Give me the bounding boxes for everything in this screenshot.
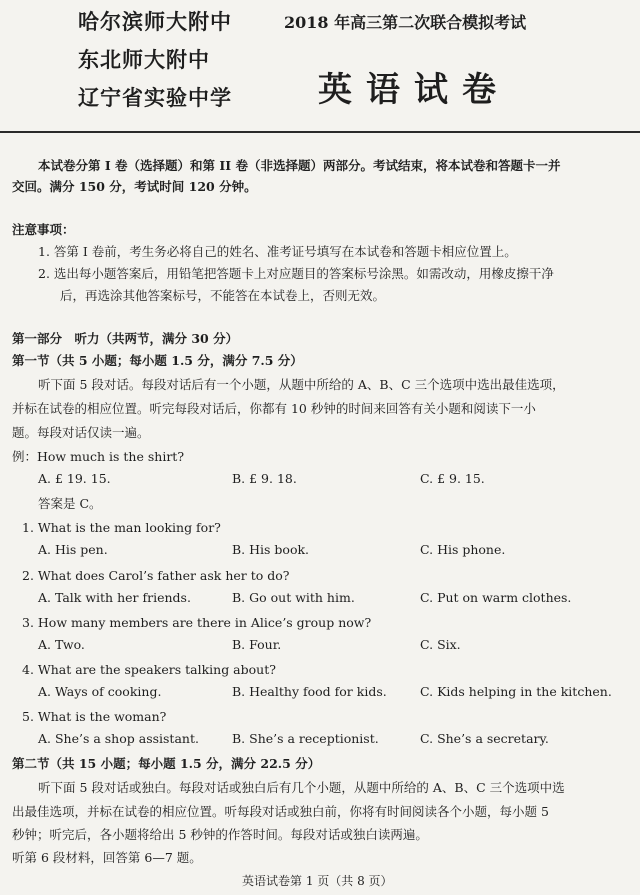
- example-option-b: B. £ 9. 18.: [232, 471, 297, 486]
- section-1-instruction-line-1: 听下面 5 段对话。每段对话后有一个小题，从题中所给的 A、B、C 三个选项中选出最佳选项，: [38, 377, 565, 392]
- question-1-option-c: C. His phone.: [420, 542, 506, 557]
- question-4-option-a: A. Ways of cooking.: [38, 684, 162, 699]
- question-1-option-b: B. His book.: [232, 542, 310, 557]
- intro-line-2: 交回。满分 150 分，考试时间 120 分钟。: [12, 179, 257, 194]
- note-item-2-line-2: 后，再选涂其他答案标号，不能答在本试卷上，否则无效。: [60, 288, 386, 303]
- question-2: 2. What does Carol’s father ask her to do?: [22, 568, 290, 583]
- section-2-material-note: 听第 6 段材料，回答第 6—7 题。: [12, 850, 202, 865]
- notes-heading: 注意事项：: [12, 222, 75, 237]
- question-4-option-c: C. Kids helping in the kitchen.: [420, 684, 612, 699]
- question-5-option-a: A. She’s a shop assistant.: [38, 731, 199, 746]
- school-name-3: 辽宁省实验中学: [78, 85, 232, 110]
- section-2-instruction-line-3: 秒钟；听完后，各小题将给出 5 秒钟的作答时间。每段对话或独白读两遍。: [12, 827, 428, 842]
- question-5-option-b: B. She’s a receptionist.: [232, 731, 379, 746]
- exam-name: 2018 年高三第二次联合模拟考试: [284, 13, 527, 32]
- question-3-option-c: C. Six.: [420, 637, 461, 652]
- note-item-2-line-1: 2. 选出每小题答案后，用铅笔把答题卡上对应题目的答案标号涂黑。如需改动，用橡皮擦干净: [38, 266, 554, 281]
- note-item-1: 1. 答第 I 卷前，考生务必将自己的姓名、准考证号填写在本试卷和答题卡相应位置上。: [38, 244, 517, 259]
- section-1-heading: 第一节（共 5 小题；每小题 1.5 分，满分 7.5 分）: [12, 353, 303, 368]
- part-1-heading: 第一部分 听力（共两节，满分 30 分）: [12, 331, 239, 346]
- section-1-instruction-line-3: 题。每段对话仅读一遍。: [12, 425, 150, 440]
- section-2-instruction-line-2: 出最佳选项，并标在试卷的相应位置。听每段对话或独白前，你将有时间阅读各个小题，每小题 5: [12, 804, 549, 819]
- question-4: 4. What are the speakers talking about?: [22, 662, 276, 677]
- question-5: 5. What is the woman?: [22, 709, 167, 724]
- intro-line-1: 本试卷分第 I 卷（选择题）和第 II 卷（非选择题）两部分。考试结束，将本试卷和答题卡一并: [38, 158, 561, 173]
- question-1-option-a: A. His pen.: [38, 542, 108, 557]
- section-2-heading: 第二节（共 15 小题；每小题 1.5 分，满分 22.5 分）: [12, 756, 321, 771]
- question-2-option-b: B. Go out with him.: [232, 590, 355, 605]
- section-1-instruction-line-2: 并标在试卷的相应位置。听完每段对话后，你都有 10 秒钟的时间来回答有关小题和阅读下一小: [12, 401, 536, 416]
- subject-title: 英语试卷: [318, 70, 510, 110]
- page-footer: 英语试卷第 1 页（共 8 页）: [242, 874, 393, 888]
- question-2-option-c: C. Put on warm clothes.: [420, 590, 572, 605]
- school-name-2: 东北师大附中: [78, 47, 210, 72]
- section-2-instruction-line-1: 听下面 5 段对话或独白。每段对话或独白后有几个小题，从题中所给的 A、B、C 三个选项中选: [38, 780, 565, 795]
- example-option-a: A. £ 19. 15.: [38, 471, 111, 486]
- question-1: 1. What is the man looking for?: [22, 520, 221, 535]
- example-question: 例：How much is the shirt?: [12, 449, 185, 464]
- header-divider: [0, 131, 640, 133]
- example-answer: 答案是 C。: [38, 496, 102, 511]
- question-3-option-b: B. Four.: [232, 637, 282, 652]
- question-3-option-a: A. Two.: [38, 637, 85, 652]
- question-5-option-c: C. She’s a secretary.: [420, 731, 549, 746]
- school-name-1: 哈尔滨师大附中: [78, 9, 232, 34]
- question-3: 3. How many members are there in Alice’s group now?: [22, 615, 372, 630]
- question-2-option-a: A. Talk with her friends.: [38, 590, 191, 605]
- question-4-option-b: B. Healthy food for kids.: [232, 684, 387, 699]
- example-option-c: C. £ 9. 15.: [420, 471, 485, 486]
